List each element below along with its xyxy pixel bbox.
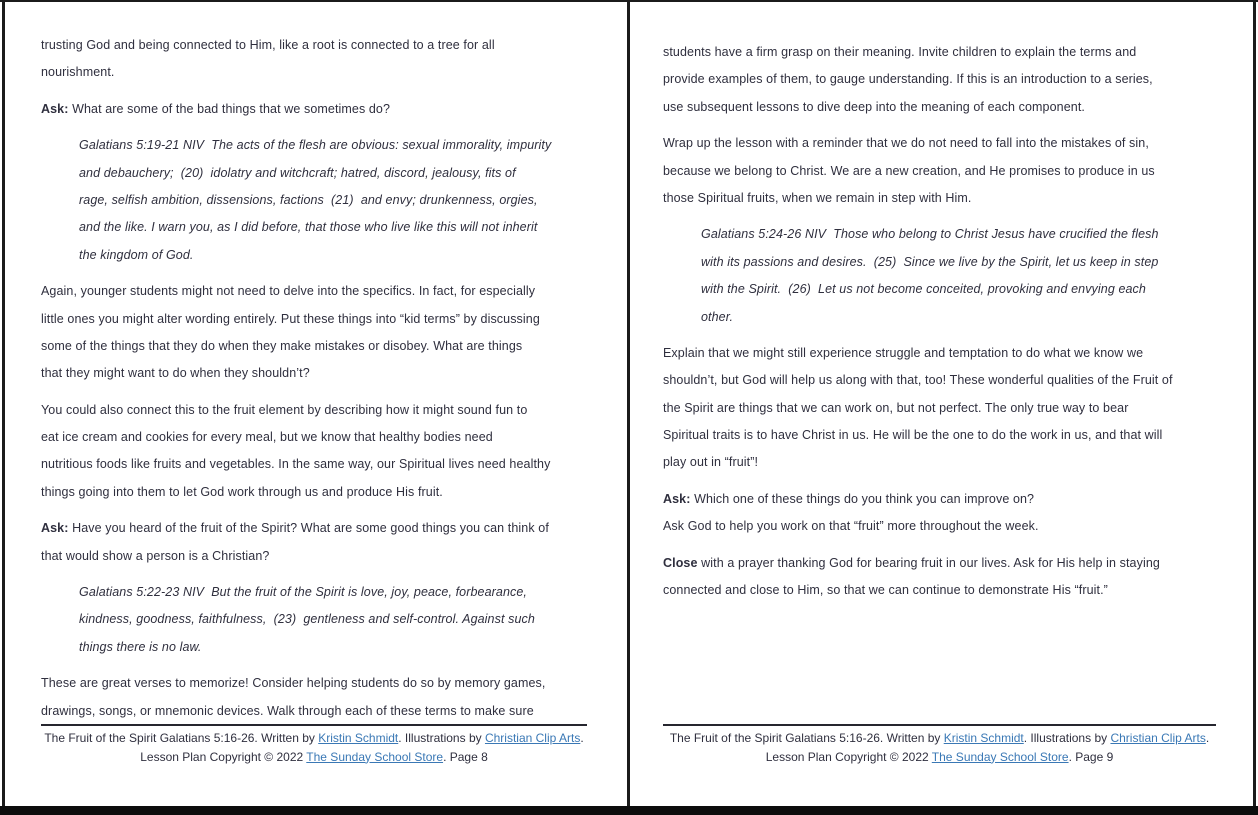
paragraph — [663, 130, 1216, 212]
text-line: Ask God to help you work on that “fruit” more throughout the week. — [663, 519, 1039, 534]
sunday-school-store-link[interactable]: The Sunday School Store — [931, 749, 1069, 764]
footer-text: The Fruit of the Spirit Galatians 5:16-26. Written by — [669, 731, 944, 745]
text-line: kindness, goodness, faithfulness, (23) gentleness and self-control. Against such — [79, 612, 535, 627]
bottom-bar — [0, 806, 1258, 815]
footer-line-1 — [41, 729, 587, 748]
footer-text: . Illustrations by — [1023, 731, 1111, 745]
footer-line-2 — [41, 748, 587, 767]
paragraph — [41, 670, 587, 725]
footer-rule — [41, 724, 587, 726]
text-line: These are great verses to memorize! Consider helping students do so by memory games, — [41, 676, 546, 691]
text-line: with its passions and desires. (25) Since we live by the Spirit, let us keep in step — [701, 254, 1159, 269]
text-line: rage, selfish ambition, dissensions, factions (21) and envy; drunkenness, orgies, — [79, 192, 538, 207]
text-line: Galatians 5:24-26 NIV Those who belong to Christ Jesus have crucified the flesh — [701, 227, 1159, 242]
paragraph — [663, 39, 1216, 121]
kristin-schmidt-link[interactable]: Kristin Schmidt — [943, 731, 1024, 745]
text-line: Close with a prayer thanking God for bearing fruit in our lives. Ask for His help in staying — [663, 555, 1160, 570]
paragraph — [663, 550, 1216, 605]
footer-text: Lesson Plan Copyright © 2022 — [765, 749, 932, 764]
paragraph — [663, 486, 1216, 541]
page-8-footer — [5, 724, 627, 766]
text-line: eat ice cream and cookies for every meal, but we know that healthy bodies need — [41, 430, 493, 445]
paragraph — [41, 32, 587, 87]
christian-clip-arts-link[interactable]: Christian Clip Arts — [1110, 731, 1206, 745]
text-line: connected and close to Him, so that we can continue to demonstrate His “fruit.” — [663, 583, 1108, 598]
text-line: things going into them to let God work through us and produce His fruit. — [41, 484, 443, 499]
page-9-content — [630, 2, 1252, 604]
scripture-quote — [701, 221, 1216, 331]
text-line: Again, younger students might not need to delve into the specifics. In fact, for especially — [41, 284, 536, 299]
text-line: because we belong to Christ. We are a new creation, and He promises to produce in us — [663, 163, 1155, 178]
text-line: and debauchery; (20) idolatry and witchcraft; hatred, discord, jealousy, fits of — [79, 165, 516, 180]
text-line: little ones you might alter wording entirely. Put these things into “kid terms” by discussing — [41, 311, 540, 326]
page-8 — [5, 2, 627, 806]
text-line: Wrap up the lesson with a reminder that we do not need to fall into the mistakes of sin, — [663, 136, 1149, 151]
paragraph — [41, 515, 587, 570]
text-line: Explain that we might still experience struggle and temptation to do what we know we — [663, 345, 1144, 360]
text-line: and the like. I warn you, as I did before, that those who live like this will not inherit — [79, 220, 538, 235]
text-line: the Spirit are things that we can work on, but not perfect. The only true way to bear — [663, 400, 1129, 415]
text-line: nutritious foods like fruits and vegetables. In the same way, our Spiritual lives need healthy — [41, 457, 551, 472]
text-line: Ask: What are some of the bad things that we sometimes do? — [41, 101, 391, 116]
text-line: nourishment. — [41, 65, 115, 80]
page-9 — [630, 2, 1252, 806]
text-line: those Spiritual fruits, when we remain in step with Him. — [663, 190, 972, 205]
text-line: with the Spirit. (26) Let us not become conceited, provoking and envying each — [701, 282, 1146, 297]
christian-clip-arts-link[interactable]: Christian Clip Arts — [484, 731, 581, 745]
text-line: that they might want to do when they shouldn’t? — [41, 366, 310, 381]
footer-text: . Page 9 — [1068, 749, 1114, 764]
sunday-school-store-link[interactable]: The Sunday School Store — [306, 749, 444, 764]
text-line: the kingdom of God. — [79, 247, 194, 262]
paragraph — [41, 397, 587, 507]
page-9-footer — [630, 724, 1252, 766]
scripture-quote — [79, 579, 587, 661]
footer-rule — [663, 724, 1216, 726]
page-8-content — [5, 2, 627, 725]
paragraph — [41, 278, 587, 388]
text-line: trusting God and being connected to Him, like a root is connected to a tree for all — [41, 38, 495, 52]
paragraph — [41, 96, 587, 123]
footer-text: . Page 8 — [443, 749, 488, 764]
text-line: some of the things that they do when they make mistakes or disobey. What are things — [41, 338, 523, 353]
text-line: students have a firm grasp on their meaning. Invite children to explain the terms and — [663, 45, 1137, 59]
text-line: Spiritual traits is to have Christ in us. He will be the one to do the work in us, and that will — [663, 428, 1163, 443]
text-line: drawings, songs, or mnemonic devices. Walk through each of these terms to make sure — [41, 703, 534, 718]
kristin-schmidt-link[interactable]: Kristin Schmidt — [318, 731, 399, 745]
text-line: use subsequent lessons to dive deep into the meaning of each component. — [663, 99, 1085, 114]
text-line: shouldn’t, but God will help us along with that, too! These wonderful qualities of the Fruit of — [663, 373, 1173, 388]
footer-text: The Fruit of the Spirit Galatians 5:16-26. Written by — [44, 731, 319, 745]
text-line: other. — [701, 309, 734, 324]
text-line: Ask: Which one of these things do you think you can improve on? — [663, 491, 1035, 506]
footer-line-2 — [663, 748, 1216, 767]
footer-line-1 — [663, 729, 1216, 748]
footer-text: . — [580, 731, 584, 745]
footer-text: . — [1205, 731, 1210, 745]
paragraph — [663, 340, 1216, 477]
text-line: Galatians 5:22-23 NIV But the fruit of the Spirit is love, joy, peace, forbearance, — [79, 585, 527, 600]
text-line: things there is no law. — [79, 639, 202, 654]
text-line: that would show a person is a Christian? — [41, 548, 270, 563]
footer-text: . Illustrations by — [398, 731, 485, 745]
text-line: Ask: Have you heard of the fruit of the Spirit? What are some good things you can think of — [41, 521, 549, 536]
text-line: You could also connect this to the fruit element by describing how it might sound fun to — [41, 402, 528, 417]
footer-text: Lesson Plan Copyright © 2022 — [140, 749, 307, 764]
scripture-quote — [79, 132, 587, 269]
text-line: Galatians 5:19-21 NIV The acts of the flesh are obvious: sexual immorality, impurity — [79, 138, 552, 153]
text-line: play out in “fruit”! — [663, 455, 759, 470]
frame-right-border — [1253, 2, 1256, 806]
text-line: provide examples of them, to gauge understanding. If this is an introduction to a series, — [663, 72, 1153, 87]
